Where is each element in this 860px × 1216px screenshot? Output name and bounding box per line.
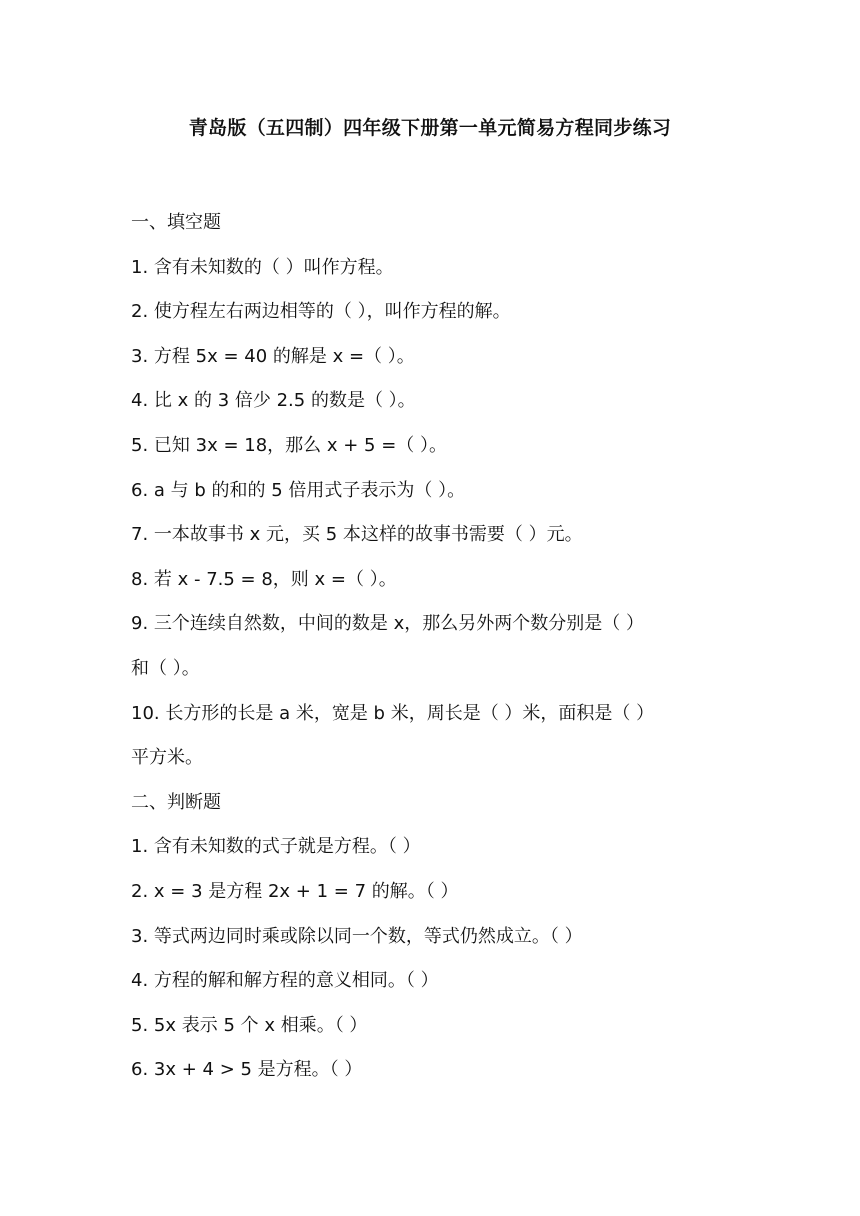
question-fill-10: 10. 长方形的长是 a 米，宽是 b 米，周长是（ ）米，面积是（ ） xyxy=(131,702,655,724)
question-fill-3: 3. 方程 5x = 40 的解是 x =（ ）。 xyxy=(131,345,415,367)
question-fill-4: 4. 比 x 的 3 倍少 2.5 的数是（ ）。 xyxy=(131,390,416,412)
question-fill-5: 5. 已知 3x = 18，那么 x + 5 =（ ）。 xyxy=(131,434,448,456)
question-judge-5: 5. 5x 表示 5 个 x 相乘。（ ） xyxy=(131,1014,368,1036)
question-fill-9: 9. 三个连续自然数，中间的数是 x，那么另外两个数分别是（ ） xyxy=(131,613,644,635)
document-title: 青岛版（五四制）四年级下册第一单元简易方程同步练习 xyxy=(188,117,672,139)
question-judge-3: 3. 等式两边同时乘或除以同一个数，等式仍然成立。（ ） xyxy=(131,925,583,947)
question-fill-10-continued: 平方米。 xyxy=(131,747,203,769)
question-judge-6: 6. 3x + 4 > 5 是方程。（ ） xyxy=(131,1059,363,1081)
question-judge-2: 2. x = 3 是方程 2x + 1 = 7 的解。（ ） xyxy=(131,880,459,902)
section-heading-true-false: 二、判断题 xyxy=(131,791,221,813)
question-judge-1: 1. 含有未知数的式子就是方程。（ ） xyxy=(131,836,421,858)
document-body xyxy=(131,201,739,1093)
question-judge-4: 4. 方程的解和解方程的意义相同。（ ） xyxy=(131,970,439,992)
question-fill-7: 7. 一本故事书 x 元，买 5 本这样的故事书需要（ ）元。 xyxy=(131,524,583,546)
question-fill-1: 1. 含有未知数的（ ）叫作方程。 xyxy=(131,256,394,278)
question-fill-9-continued: 和（ ）。 xyxy=(131,657,200,679)
section-heading-fill-in: 一、填空题 xyxy=(131,212,221,233)
question-fill-8: 8. 若 x - 7.5 = 8，则 x =（ ）。 xyxy=(131,568,397,590)
question-fill-2: 2. 使方程左右两边相等的（ ），叫作方程的解。 xyxy=(131,301,511,323)
question-fill-6: 6. a 与 b 的和的 5 倍用式子表示为（ ）。 xyxy=(131,479,466,501)
